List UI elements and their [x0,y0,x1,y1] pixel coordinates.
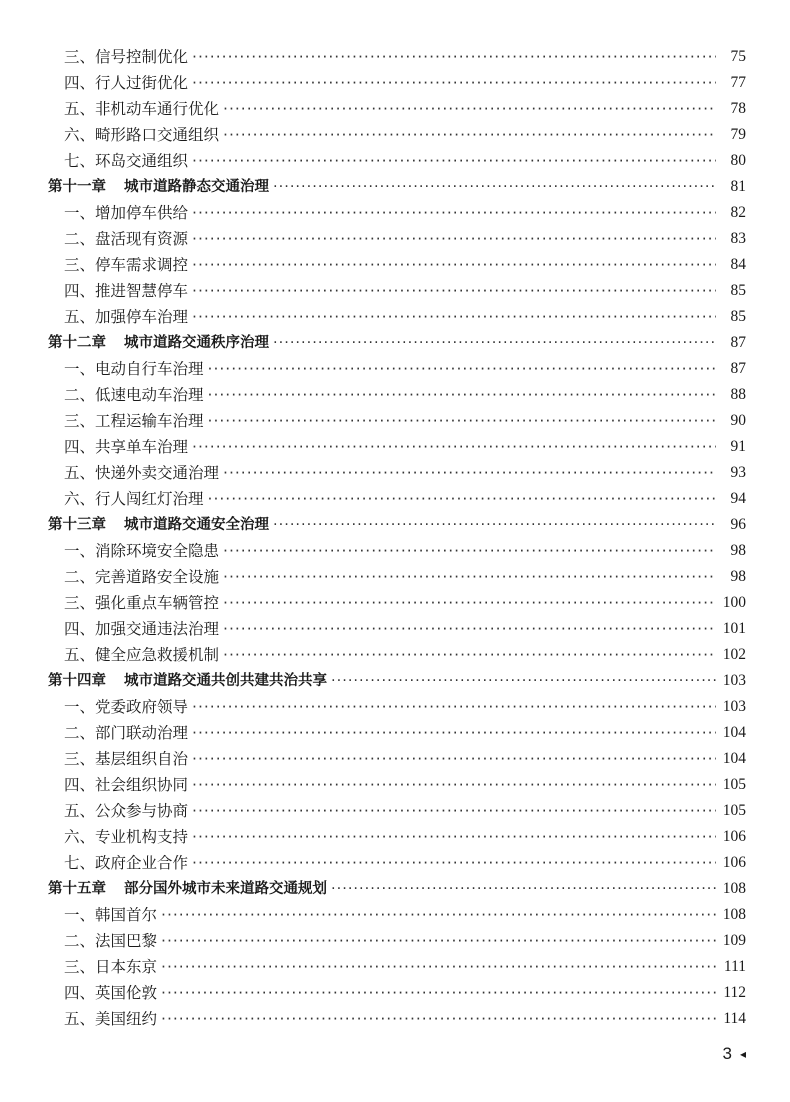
dot-leader [192,850,716,876]
toc-section-title: 五、健全应急救援机制 [64,646,220,664]
toc-section-entry[interactable] [48,148,746,174]
toc-page-number: 108 [722,906,746,923]
toc-section-entry[interactable] [48,694,746,720]
toc-section-title: 一、电动自行车治理 [64,360,204,378]
toc-section-title: 三、强化重点车辆管控 [64,594,220,612]
toc-section-title: 四、加强交通违法治理 [64,620,220,638]
toc-section-entry[interactable] [48,720,746,746]
toc-page-number: 100 [722,594,746,611]
toc-section-title: 三、信号控制优化 [64,48,189,66]
dot-leader [192,70,716,96]
toc-section-entry[interactable] [48,772,746,798]
toc-page-number: 93 [730,464,746,481]
dot-leader [208,356,716,382]
dot-leader [192,148,716,174]
toc-page-number: 101 [722,620,746,637]
dot-leader [192,434,716,460]
toc-section-title: 七、政府企业合作 [64,854,189,872]
toc-page-number: 102 [722,646,746,663]
toc-section-title: 二、部门联动治理 [64,724,189,742]
dot-leader [223,122,716,148]
dot-leader [208,382,716,408]
toc-page-number: 79 [730,126,746,143]
toc-section-title: 二、低速电动车治理 [64,386,204,404]
toc-section-title: 四、推进智慧停车 [64,282,189,300]
toc-section-title: 四、行人过街优化 [64,74,189,92]
toc-page-number: 90 [730,412,746,429]
dot-leader [273,174,716,200]
dot-leader [192,772,716,798]
toc-section-entry[interactable] [48,954,746,980]
dot-leader [192,694,716,720]
toc-page-number: 108 [722,880,746,897]
toc-section-entry[interactable] [48,980,746,1006]
toc-section-entry[interactable] [48,538,746,564]
toc-section-title: 四、英国伦敦 [64,984,158,1002]
toc-section-entry[interactable] [48,96,746,122]
page-number: 3 [722,1044,732,1063]
toc-section-entry[interactable] [48,590,746,616]
dot-leader [192,824,716,850]
toc-section-entry[interactable] [48,226,746,252]
toc-chapter-entry[interactable] [48,330,746,356]
toc-section-entry[interactable] [48,278,746,304]
toc-chapter-number: 第十五章 [48,881,106,897]
toc-section-title: 五、非机动车通行优化 [64,100,220,118]
page-footer [723,1044,747,1064]
toc-chapter-heading [48,330,269,356]
toc-page-number: 87 [730,360,746,377]
toc-page-number: 106 [722,854,746,871]
toc-page-number: 78 [730,100,746,117]
toc-section-title: 二、盘活现有资源 [64,230,189,248]
toc-section-title: 一、消除环境安全隐患 [64,542,220,560]
dot-leader [223,96,716,122]
dot-leader [192,304,716,330]
dot-leader [223,460,716,486]
dot-leader [161,954,716,980]
toc-chapter-number: 第十一章 [48,179,106,195]
toc-section-title: 一、党委政府领导 [64,698,189,716]
toc-section-entry[interactable] [48,850,746,876]
triangle-left-icon: ◂ [739,1047,746,1061]
toc-chapter-title: 城市道路交通秩序治理 [124,335,269,351]
toc-section-entry[interactable] [48,616,746,642]
toc-chapter-title: 城市道路静态交通治理 [124,179,269,195]
toc-page-number: 84 [730,256,746,273]
toc-chapter-entry[interactable] [48,174,746,200]
dot-leader [161,902,716,928]
toc-section-title: 三、日本东京 [64,958,158,976]
toc-chapter-entry[interactable] [48,668,746,694]
toc-section-entry[interactable] [48,122,746,148]
toc-section-entry[interactable] [48,70,746,96]
dot-leader [192,226,716,252]
toc-section-entry[interactable] [48,200,746,226]
dot-leader [331,668,716,694]
toc-section-title: 四、共享单车治理 [64,438,189,456]
toc-section-entry[interactable] [48,902,746,928]
dot-leader [161,928,716,954]
toc-page-number: 82 [730,204,746,221]
toc-section-title: 一、增加停车供给 [64,204,189,222]
toc-section-title: 七、环岛交通组织 [64,152,189,170]
toc-page-number: 85 [730,308,746,325]
toc-chapter-number: 第十四章 [48,673,106,689]
dot-leader [192,746,716,772]
toc-page-number: 87 [730,334,746,351]
toc-section-entry[interactable] [48,434,746,460]
dot-leader [161,1006,716,1032]
toc-section-entry[interactable] [48,460,746,486]
toc-section-entry[interactable] [48,746,746,772]
toc-section-title: 五、美国纽约 [64,1010,158,1028]
toc-page-number: 109 [722,932,746,949]
dot-leader [223,642,716,668]
toc-section-title: 五、公众参与协商 [64,802,189,820]
toc-page-number: 111 [723,958,746,975]
toc-chapter-number: 第十三章 [48,517,106,533]
dot-leader [192,720,716,746]
toc-section-title: 六、专业机构支持 [64,828,189,846]
toc-page-number: 98 [730,542,746,559]
toc-page-number: 105 [722,802,746,819]
toc-page-number: 81 [730,178,746,195]
dot-leader [223,538,716,564]
toc-chapter-heading [48,174,269,200]
dot-leader [331,876,716,902]
toc-page-number: 80 [730,152,746,169]
toc-page-number: 104 [722,724,746,741]
toc-section-entry[interactable] [48,928,746,954]
toc-section-entry[interactable] [48,356,746,382]
toc-section-title: 四、社会组织协同 [64,776,189,794]
toc-page-number: 91 [730,438,746,455]
toc-page-number: 103 [722,698,746,715]
toc-section-title: 一、韩国首尔 [64,906,158,924]
toc-section-title: 二、法国巴黎 [64,932,158,950]
toc-page-number: 105 [722,776,746,793]
toc-section-entry[interactable] [48,564,746,590]
toc-page-number: 106 [722,828,746,845]
dot-leader [192,252,716,278]
toc-chapter-heading [48,668,327,694]
toc-page-number: 112 [723,984,746,1001]
toc-section-title: 二、完善道路安全设施 [64,568,220,586]
toc-section-entry[interactable] [48,408,746,434]
toc-section-title: 六、畸形路口交通组织 [64,126,220,144]
dot-leader [161,980,716,1006]
toc-section-entry[interactable] [48,304,746,330]
toc-chapter-title: 城市道路交通共创共建共治共享 [124,673,327,689]
dot-leader [192,278,716,304]
toc-page-number: 75 [730,48,746,65]
toc-page-number: 94 [730,490,746,507]
toc-section-entry[interactable] [48,252,746,278]
toc-section-entry[interactable] [48,382,746,408]
toc-section-entry[interactable] [48,798,746,824]
table-of-contents [48,44,746,1032]
toc-page-number: 114 [723,1010,746,1027]
toc-section-entry[interactable] [48,1006,746,1032]
toc-chapter-title: 部分国外城市未来道路交通规划 [124,881,327,897]
dot-leader [223,564,716,590]
dot-leader [208,408,716,434]
dot-leader [223,590,716,616]
toc-chapter-title: 城市道路交通安全治理 [124,517,269,533]
dot-leader [273,330,716,356]
toc-section-title: 六、行人闯红灯治理 [64,490,204,508]
toc-page-number: 103 [722,672,746,689]
toc-page-number: 77 [730,74,746,91]
toc-page-number: 96 [730,516,746,533]
dot-leader [192,200,716,226]
dot-leader [273,512,716,538]
toc-section-entry[interactable] [48,486,746,512]
toc-section-title: 五、加强停车治理 [64,308,189,326]
toc-section-title: 三、停车需求调控 [64,256,189,274]
toc-section-title: 五、快递外卖交通治理 [64,464,220,482]
toc-chapter-entry[interactable] [48,512,746,538]
toc-page-number: 88 [730,386,746,403]
toc-chapter-heading [48,512,269,538]
dot-leader [192,798,716,824]
toc-section-title: 三、基层组织自治 [64,750,189,768]
toc-section-entry[interactable] [48,44,746,70]
toc-chapter-entry[interactable] [48,876,746,902]
toc-chapter-number: 第十二章 [48,335,106,351]
dot-leader [192,44,716,70]
dot-leader [223,616,716,642]
toc-page-number: 85 [730,282,746,299]
toc-page-number: 104 [722,750,746,767]
toc-page-number: 83 [730,230,746,247]
toc-chapter-heading [48,876,327,902]
toc-section-entry[interactable] [48,824,746,850]
toc-section-entry[interactable] [48,642,746,668]
toc-page-number: 98 [730,568,746,585]
toc-section-title: 三、工程运输车治理 [64,412,204,430]
dot-leader [208,486,716,512]
